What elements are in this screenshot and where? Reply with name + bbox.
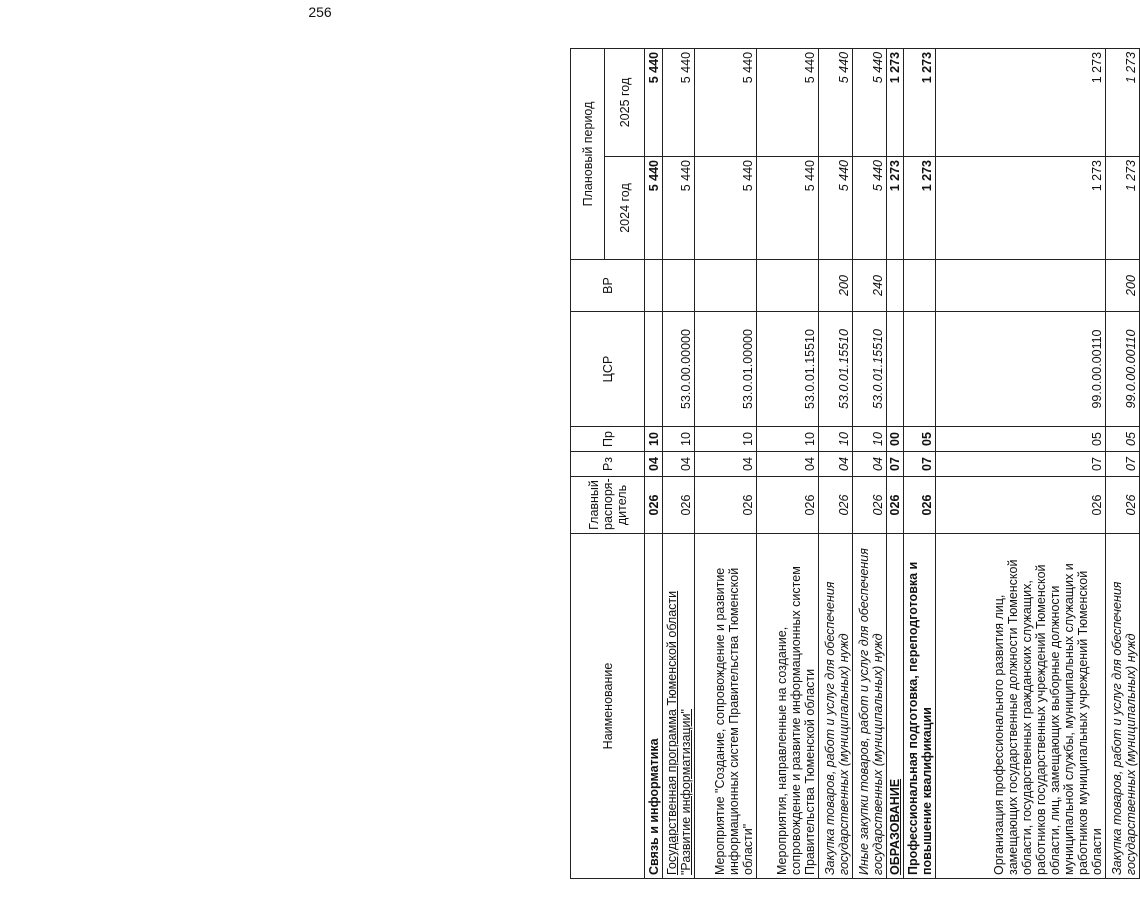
cell-pr: 05 (904, 427, 936, 452)
cell-rz: 07 (1106, 452, 1140, 477)
cell-rz: 04 (645, 452, 663, 477)
cell-y2025: 1 273 (936, 48, 1106, 156)
header-name: Наименование (571, 534, 645, 879)
cell-manager: 026 (887, 477, 904, 534)
header-2024: 2024 год (605, 157, 645, 260)
cell-csr: 53.0.01.15510 (757, 312, 819, 427)
cell-vr: 240 (853, 260, 887, 312)
cell-vr: 200 (1106, 260, 1140, 312)
budget-table (570, 48, 1140, 879)
cell-manager: 026 (904, 477, 936, 534)
cell-pr: 10 (645, 427, 663, 452)
cell-name: Профессиональная подготовка, переподготовка и повышение квалификации (904, 534, 936, 879)
cell-y2025: 5 440 (819, 48, 853, 156)
cell-name: Организация профессионального развития лиц, замещающих государственные должности Тюменской области, государственных гражданских служащих, работников государственных учреждений Тюменской области, лиц, замещающих выборные должности муниципальной службы, муниципальных служащих и работников муниципальных учреждений Тюменской области (936, 534, 1106, 879)
table-row (936, 48, 1106, 878)
cell-pr: 10 (695, 427, 757, 452)
cell-vr (904, 260, 936, 312)
cell-csr (645, 312, 663, 427)
table-row (695, 48, 757, 878)
table-row (819, 48, 853, 878)
cell-vr (757, 260, 819, 312)
cell-y2025: 5 440 (645, 48, 663, 156)
cell-y2024: 5 440 (663, 157, 695, 260)
cell-rz: 04 (695, 452, 757, 477)
cell-y2024: 1 273 (904, 157, 936, 260)
cell-name: Мероприятия, направленные на создание, сопровождение и развитие информационных систем Правительства Тюменской области (757, 534, 819, 879)
cell-pr: 05 (1106, 427, 1140, 452)
cell-csr: 53.0.01.15510 (819, 312, 853, 427)
header-plan-period: Плановый период (571, 48, 605, 259)
cell-rz: 07 (887, 452, 904, 477)
cell-name: ОБРАЗОВАНИЕ (887, 534, 904, 879)
table-row (904, 48, 936, 878)
cell-csr: 53.0.00.00000 (663, 312, 695, 427)
cell-pr: 10 (757, 427, 819, 452)
cell-y2024: 1 273 (887, 157, 904, 260)
table-row (757, 48, 819, 878)
cell-name: Государственная программа Тюменской области "Развитие информатизации" (663, 534, 695, 879)
cell-manager: 026 (936, 477, 1106, 534)
cell-csr: 53.0.01.00000 (695, 312, 757, 427)
cell-rz: 04 (819, 452, 853, 477)
cell-y2024: 5 440 (819, 157, 853, 260)
cell-y2025: 5 440 (757, 48, 819, 156)
cell-manager: 026 (757, 477, 819, 534)
cell-manager: 026 (663, 477, 695, 534)
cell-pr: 10 (663, 427, 695, 452)
cell-name: Закупка товаров, работ и услуг для обеспечения государственных (муниципальных) нужд (1106, 534, 1140, 879)
cell-pr: 10 (819, 427, 853, 452)
cell-name: Закупка товаров, работ и услуг для обеспечения государственных (муниципальных) нужд (819, 534, 853, 879)
cell-rz: 04 (663, 452, 695, 477)
table-row (645, 48, 663, 878)
cell-csr (904, 312, 936, 427)
cell-csr: 53.0.01.15510 (853, 312, 887, 427)
cell-y2025: 5 440 (695, 48, 757, 156)
cell-rz: 04 (853, 452, 887, 477)
cell-rz: 07 (936, 452, 1106, 477)
cell-csr: 99.0.00.00110 (936, 312, 1106, 427)
cell-y2025: 5 440 (853, 48, 887, 156)
cell-y2024: 1 273 (1106, 157, 1140, 260)
header-csr: ЦСР (571, 312, 645, 427)
cell-name: Иные закупки товаров, работ и услуг для обеспечения государственных (муниципальных) нужд (853, 534, 887, 879)
cell-rz: 07 (904, 452, 936, 477)
cell-y2024: 1 273 (936, 157, 1106, 260)
cell-manager: 026 (695, 477, 757, 534)
cell-vr: 200 (819, 260, 853, 312)
header-manager: Главный распоря-дитель (571, 477, 645, 534)
cell-vr (936, 260, 1106, 312)
cell-vr (887, 260, 904, 312)
cell-y2024: 5 440 (695, 157, 757, 260)
cell-csr: 99.0.00.00110 (1106, 312, 1140, 427)
cell-y2025: 5 440 (663, 48, 695, 156)
cell-pr: 05 (936, 427, 1106, 452)
cell-name: Связь и информатика (645, 534, 663, 879)
cell-y2024: 5 440 (757, 157, 819, 260)
rotated-table-container (570, 49, 1138, 879)
cell-y2024: 5 440 (853, 157, 887, 260)
cell-vr (645, 260, 663, 312)
header-2025: 2025 год (605, 48, 645, 156)
cell-manager: 026 (1106, 477, 1140, 534)
cell-manager: 026 (819, 477, 853, 534)
cell-pr: 00 (887, 427, 904, 452)
cell-name: Мероприятие "Создание, сопровождение и развитие информационных систем Правительства Тюменской области" (695, 534, 757, 879)
table-row (887, 48, 904, 878)
header-rz: Рз (571, 452, 645, 477)
cell-y2025: 1 273 (1106, 48, 1140, 156)
table-row (1106, 48, 1140, 878)
cell-y2025: 1 273 (887, 48, 904, 156)
page-number: 256 (308, 4, 332, 20)
cell-y2024: 5 440 (645, 157, 663, 260)
cell-manager: 026 (645, 477, 663, 534)
cell-vr (663, 260, 695, 312)
cell-rz: 04 (757, 452, 819, 477)
cell-manager: 026 (853, 477, 887, 534)
cell-vr (695, 260, 757, 312)
header-pr: Пр (571, 427, 645, 452)
table-body (645, 48, 1140, 878)
table-row (663, 48, 695, 878)
header-vr: ВР (571, 260, 645, 312)
cell-pr: 10 (853, 427, 887, 452)
table-row (853, 48, 887, 878)
cell-y2025: 1 273 (904, 48, 936, 156)
cell-csr (887, 312, 904, 427)
